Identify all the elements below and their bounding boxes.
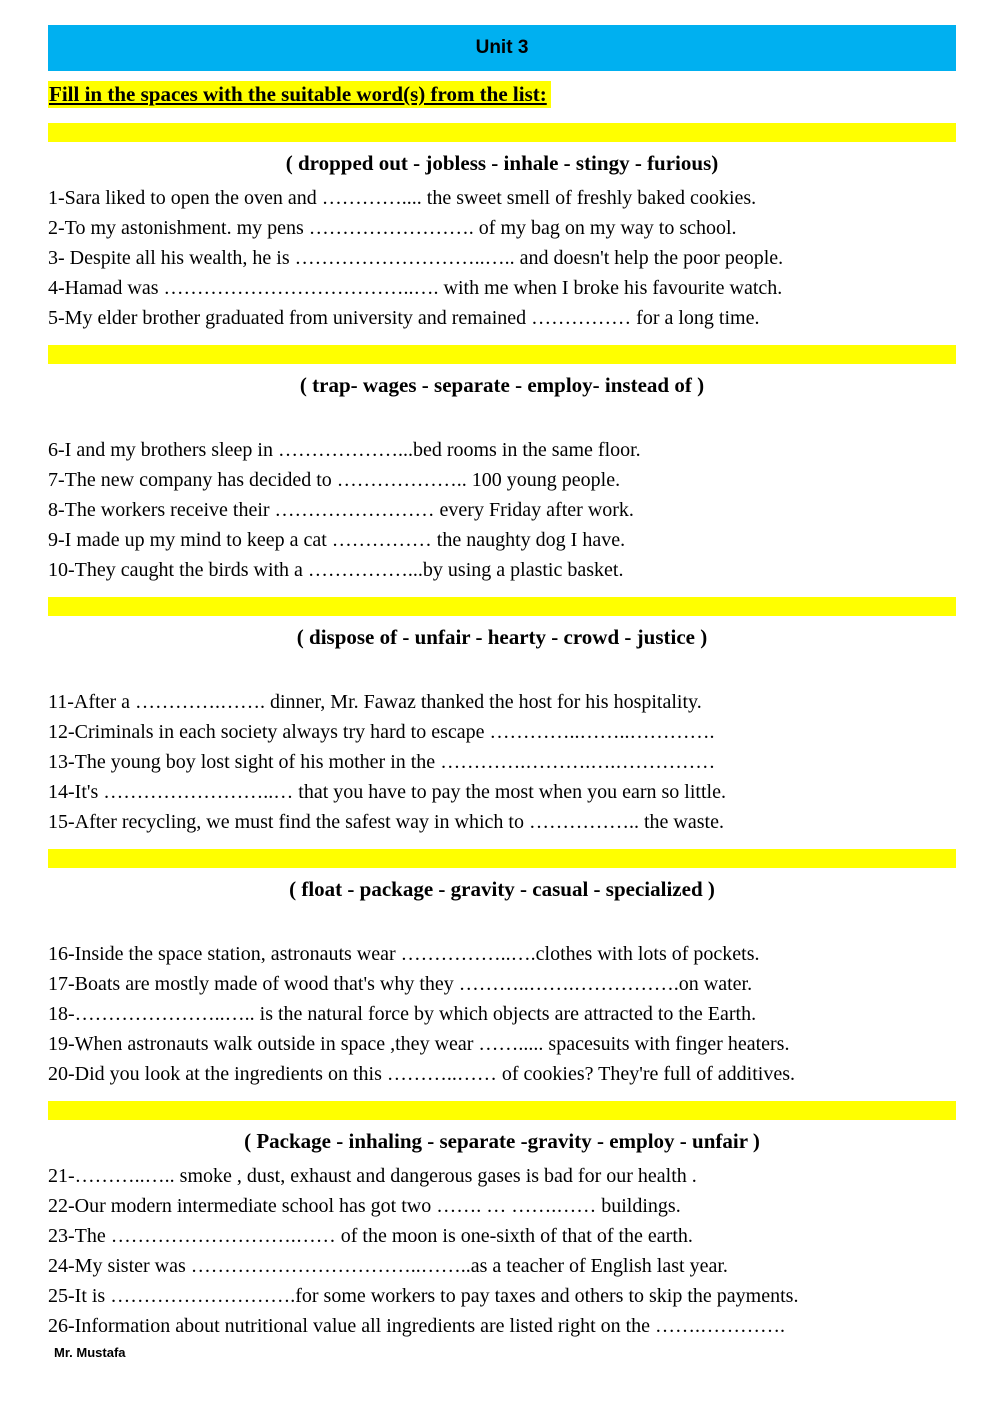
question-line-4: 4-Hamad was ………………………………..…. with me when I broke his favourite watch. — [48, 277, 783, 299]
question-line-3: 3- Despite all his wealth, he is ………………………..….. and doesn't help the poor people. — [48, 247, 784, 269]
highlight-bar — [48, 597, 956, 616]
word-list-3: ( dispose of - unfair - hearty - crowd - justice ) — [296, 625, 708, 649]
question-line-11: 11-After a ………….……. dinner, Mr. Fawaz thanked the host for his hospitality. — [48, 691, 702, 713]
question-line-21: 21-………..….. smoke , dust, exhaust and dangerous gases is bad for our health . — [48, 1165, 697, 1187]
question-line-2: 2-To my astonishment. my pens ……………………. of my bag on my way to school. — [48, 217, 737, 239]
question-line-20: 20-Did you look at the ingredients on this ………..…… of cookies? They're full of additives. — [48, 1063, 795, 1085]
instruction-heading: Fill in the spaces with the suitable word(s) from the list: — [48, 81, 551, 108]
highlight-bar — [48, 345, 956, 364]
question-line-9: 9-I made up my mind to keep a cat …………… the naughty dog I have. — [48, 529, 626, 551]
word-list-1: ( dropped out - jobless - inhale - stingy - furious) — [285, 151, 719, 175]
question-line-22: 22-Our modern intermediate school has got two ……. … …….…… buildings. — [48, 1195, 681, 1217]
question-line-16: 16-Inside the space station, astronauts wear ……………..….clothes with lots of pockets. — [48, 943, 760, 965]
question-line-13: 13-The young boy lost sight of his mother in the ………….……….….…………… — [48, 751, 716, 773]
question-line-25: 25-It is ……………………….for some workers to pay taxes and others to skip the payments. — [48, 1285, 799, 1307]
question-line-1: 1-Sara liked to open the oven and ………….... the sweet smell of freshly baked cookies. — [48, 187, 757, 209]
word-list-5: ( Package - inhaling - separate -gravity - employ - unfair ) — [244, 1129, 760, 1153]
blank-line — [48, 405, 956, 435]
author-signature: Mr. Mustafa — [54, 1345, 126, 1360]
question-line-19: 19-When astronauts walk outside in space ,they wear ……..... spacesuits with finger heaters. — [48, 1033, 790, 1055]
question-line-17: 17-Boats are mostly made of wood that's why they ………..…….…………….on water. — [48, 973, 753, 995]
blank-line — [48, 909, 956, 939]
exercise-section-4 — [48, 849, 956, 1089]
exercise-section-5 — [48, 1101, 956, 1341]
highlight-bar — [48, 849, 956, 868]
unit-title-bar — [48, 25, 956, 71]
question-line-7: 7-The new company has decided to ……………….. 100 young people. — [48, 469, 621, 491]
exercise-section-3 — [48, 597, 956, 837]
footer — [48, 1345, 956, 1360]
unit-title: Unit 3 — [475, 37, 529, 58]
instruction-row — [48, 80, 956, 111]
word-list-2: ( trap- wages - separate - employ- instead of ) — [299, 373, 705, 397]
exercise-section-2 — [48, 345, 956, 585]
question-line-8: 8-The workers receive their …………………… every Friday after work. — [48, 499, 634, 521]
question-line-14: 14-It's ……………………..… that you have to pay the most when you earn so little. — [48, 781, 726, 803]
question-line-26: 26-Information about nutritional value all ingredients are listed right on the …….…………. — [48, 1315, 786, 1337]
blank-line — [48, 657, 956, 687]
question-line-10: 10-They caught the birds with a ……………...by using a plastic basket. — [48, 559, 624, 581]
question-line-12: 12-Criminals in each society always try hard to escape …………..……..…………. — [48, 721, 715, 743]
question-line-5: 5-My elder brother graduated from university and remained …………… for a long time. — [48, 307, 760, 329]
question-line-6: 6-I and my brothers sleep in ………………...bed rooms in the same floor. — [48, 439, 641, 461]
exercise-section-1 — [48, 123, 956, 333]
highlight-bar — [48, 123, 956, 142]
question-line-15: 15-After recycling, we must find the safest way in which to …………….. the waste. — [48, 811, 724, 833]
question-line-24: 24-My sister was ……………………………..……..as a teacher of English last year. — [48, 1255, 728, 1277]
highlight-bar — [48, 1101, 956, 1120]
question-line-18: 18-…………………..….. is the natural force by which objects are attracted to the Earth. — [48, 1003, 757, 1025]
word-list-4: ( float - package - gravity - casual - specialized ) — [289, 877, 715, 901]
question-line-23: 23-The ……………………….…… of the moon is one-sixth of that of the earth. — [48, 1225, 693, 1247]
